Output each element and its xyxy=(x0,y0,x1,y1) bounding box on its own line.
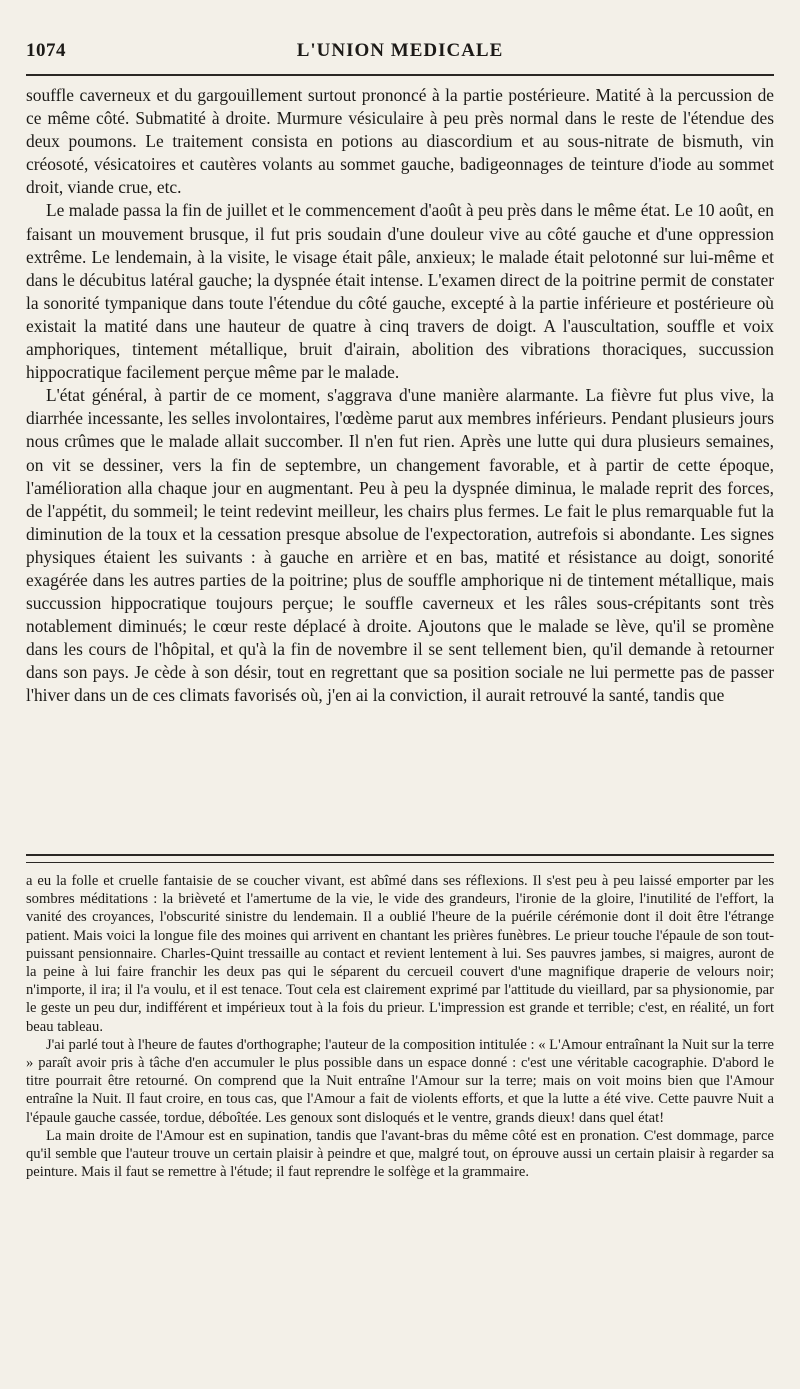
feuilleton-paragraph: a eu la folle et cruelle fantaisie de se coucher vivant, est abîmé dans ses réflexions. Il s'est peu à peu laissé emporter par les sombres méditations : la brièveté et l'amertume de la vie, le vide des grandeurs, l'ironie de la gloire, l'inutilité de l'effort, la vanité des croyances, l'obscurité sinistre du lendemain. Il a oublié l'heure de la puérile cérémonie dont il doit être l'étrange patient. Mais voici la longue file des moines qui arrivent en chantant les prières funèbres. Le prieur touche l'épaule de son tout-puissant pensionnaire. Charles-Quint tressaille au contact et revient lentement à lui. Ses pauvres jambes, si maigres, auront de la peine à lui faire franchir les deux pas qui le séparent du cercueil couvert d'une magnifique draperie de velours noir; n'importe, il ira; il l'a voulu, et il est tenace. Tout cela est clairement exprimé par l'attitude du vieillard, par sa physionomie, par le geste un peu dur, indifférent et impérieux tout à la fois du prieur. L'impression est grande et terrible; c'est, en réalité, un fort beau tableau. xyxy=(26,873,774,1035)
page-number: 1074 xyxy=(26,40,66,61)
feuilleton-paragraph: La main droite de l'Amour est en supination, tandis que l'avant-bras du même côté est en pronation. C'est dommage, parce qu'il semble que l'auteur trouve un certain plaisir à peindre et que, malgré tout, on éprouve aussi un certain plaisir à regarder sa peinture. Mais il faut se remettre à l'étude; il faut reprendre le solfège et la grammaire. xyxy=(26,1127,774,1181)
feuilleton-section xyxy=(26,872,774,1181)
article-paragraph: souffle caverneux et du gargouillement surtout prononcé à la partie postérieure. Matité à la percussion de ce même côté. Submatité à droite. Murmure vésiculaire à peu près normal dans le reste de l'étendue des deux poumons. Le traitement consista en potions au diascordium et au sous-nitrate de bismuth, vin créosoté, vésicatoires et cautères volants au sommet gauche, badigeonnages de teinture d'iode au sommet droit, viande crue, etc. xyxy=(26,85,774,198)
article-paragraph: Le malade passa la fin de juillet et le commencement d'août à peu près dans le même état. Le 10 août, en faisant un mouvement brusque, il fut pris soudain d'une douleur vive au côté gauche et d'une oppression extrême. Le lendemain, à la visite, le visage était pâle, anxieux; le malade était pelotonné sur lui-même et dans le décubitus latéral gauche; la dyspnée était intense. L'examen direct de la poitrine permit de constater la sonorité tympanique dans toute l'étendue du côté gauche, excepté à la partie inférieure et postérieure où existait la matité dans une hauteur de quatre à cinq travers de doigt. A l'auscultation, souffle et voix amphoriques, tintement métallique, bruit d'airain, abolition des vibrations thoraciques, succussion hippocratique facilement perçue même par le malade. xyxy=(26,200,774,383)
header-rule xyxy=(26,74,774,76)
feuilleton-paragraph: J'ai parlé tout à l'heure de fautes d'orthographe; l'auteur de la composition intitulée : « L'Amour entraînant la Nuit sur la terre » paraît avoir pris à tâche d'en accumuler le plus possible dans un espace donné : c'est une véritable cacographie. D'abord le titre pourrait être retourné. On comprend que la Nuit entraîne l'Amour sur la terre; mais on voit moins bien que l'Amour entraîne la Nuit. Il faut croire, en tous cas, que l'Amour a fait de violents efforts, et que la lutte a été vive. Cette pauvre Nuit a l'épaule gauche cassée, tordue, déboîtée. Les genoux sont disloqués et le ventre, grands dieux! dans quel état! xyxy=(26,1036,774,1126)
feuilleton-divider xyxy=(26,854,774,863)
article-paragraph: L'état général, à partir de ce moment, s'aggrava d'une manière alarmante. La fièvre fut plus vive, la diarrhée incessante, les selles involontaires, l'œdème parut aux membres inférieurs. Pendant plusieurs jours nous crûmes que le malade allait succomber. Il n'en fut rien. Après une lutte qui dura plusieurs semaines, on vit se dessiner, vers la fin de septembre, un changement favorable, et à partir de cette époque, l'amélioration alla chaque jour en augmentant. Peu à peu la dyspnée diminua, le malade reprit des forces, de l'appétit, du sommeil; le teint redevint meilleur, les chairs plus fermes. Le fait le plus remarquable fut la diminution de la toux et la cessation presque absolue de l'expectoration, autrefois si abondante. Les signes physiques étaient les suivants : à gauche en arrière et en bas, matité et résistance au doigt, sonorité exagérée dans les autres parties de la poitrine; plus de souffle amphorique ni de tintement métallique, mais succussion hippocratique toujours perçue; le souffle caverneux et les râles sous-crépitants sont très notablement diminués; le cœur reste déplacé à droite. Ajoutons que le malade se lève, qu'il se promène dans les cours de l'hôpital, et qu'à la fin de novembre il se sent tellement bien, qu'il demande à retourner dans son pays. Je cède à son désir, tout en regrettant que sa position sociale ne lui permette pas de passer l'hiver dans un de ces climats favorisés où, j'en ai la conviction, il aurait retrouvé la santé, tandis que xyxy=(26,385,774,706)
journal-title: L'UNION MEDICALE xyxy=(296,40,504,61)
main-article xyxy=(26,84,774,708)
page-header xyxy=(26,36,774,70)
